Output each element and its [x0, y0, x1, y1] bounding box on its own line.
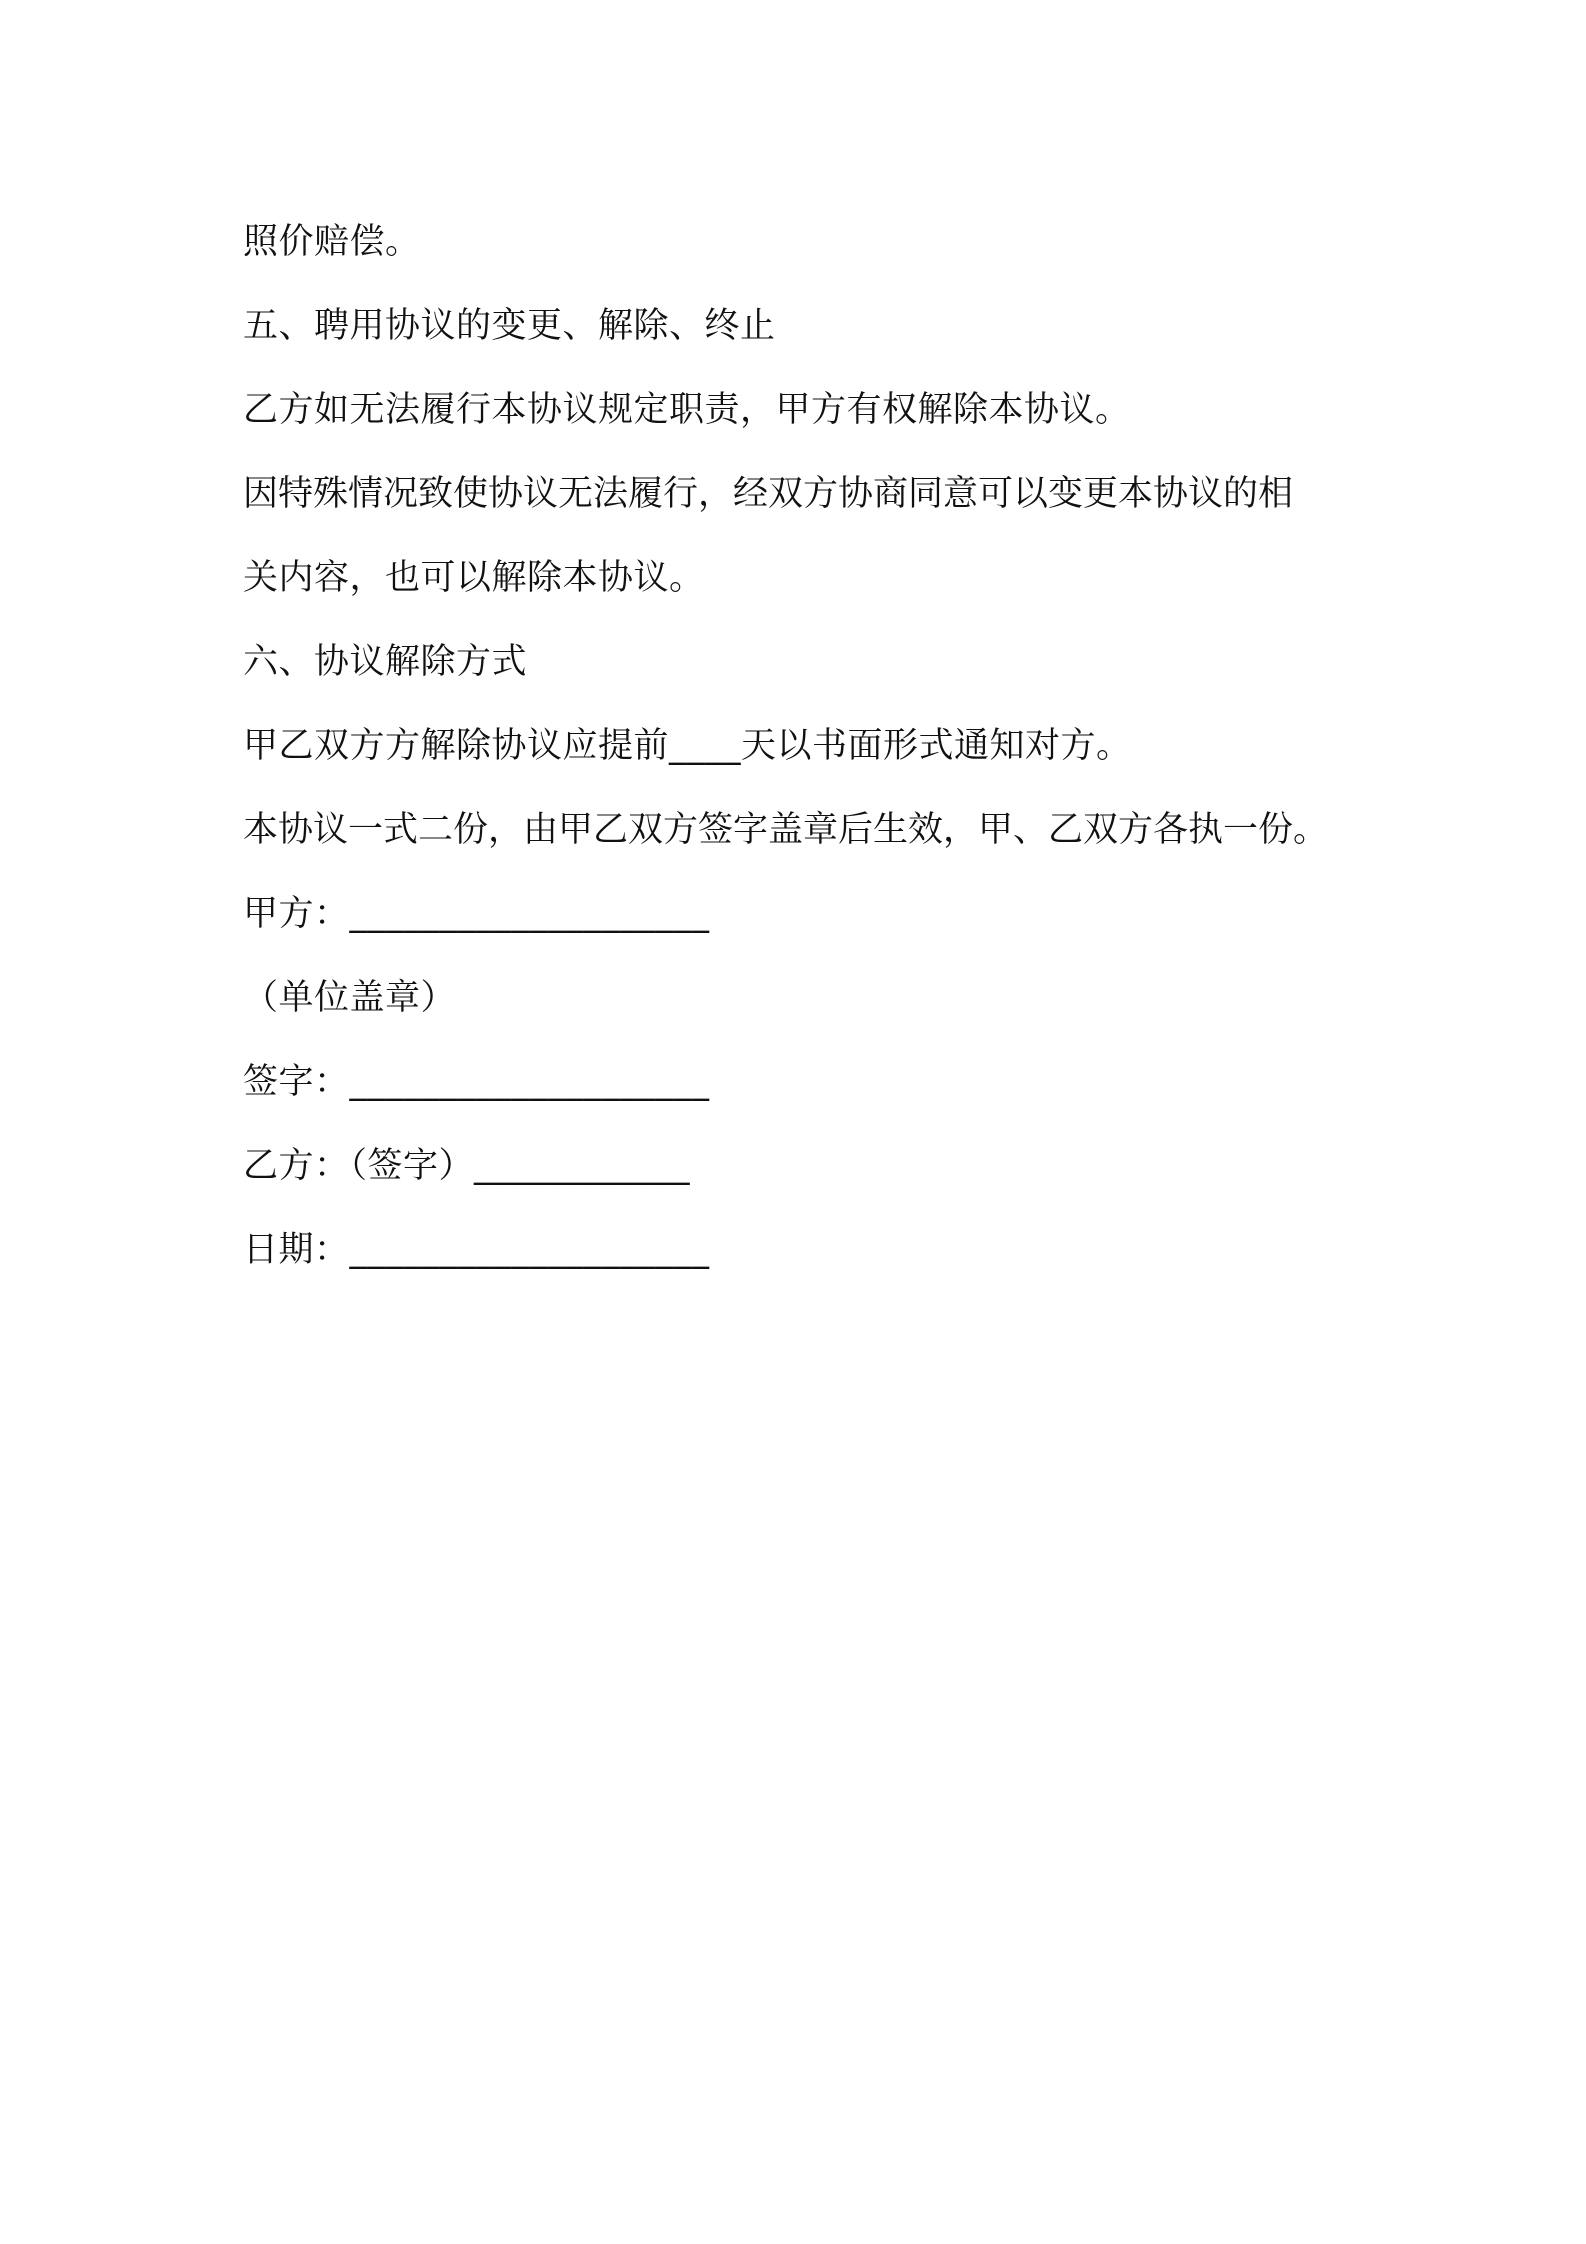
section-heading-five: 五、聘用协议的变更、解除、终止: [243, 306, 776, 346]
date-line: 日期：____________________: [243, 1230, 710, 1270]
document-body: [243, 200, 1353, 1292]
paragraph-special-circumstances: 因特殊情况致使协议无法履行，经双方协商同意可以变更本协议的相: [243, 474, 1294, 514]
signature-line-sign: 签字：____________________: [243, 1062, 710, 1102]
paragraph-special-circumstances-continued: 关内容，也可以解除本协议。: [243, 558, 705, 598]
section-heading-six: 六、协议解除方式: [243, 642, 528, 682]
paragraph-compensation-end: 照价赔偿。: [243, 222, 421, 262]
paragraph-termination-duty: 乙方如无法履行本协议规定职责，甲方有权解除本协议。: [243, 390, 1131, 430]
signature-line-party-b: 乙方：（签字）____________: [243, 1146, 691, 1186]
company-seal-label: （单位盖章）: [243, 978, 457, 1018]
paragraph-copies: 本协议一式二份，由甲乙双方签字盖章后生效，甲、乙双方各执一份。: [243, 810, 1329, 850]
paragraph-notice-period: 甲乙双方方解除协议应提前____天以书面形式通知对方。: [243, 726, 1132, 766]
signature-line-party-a: 甲方：____________________: [243, 894, 710, 934]
